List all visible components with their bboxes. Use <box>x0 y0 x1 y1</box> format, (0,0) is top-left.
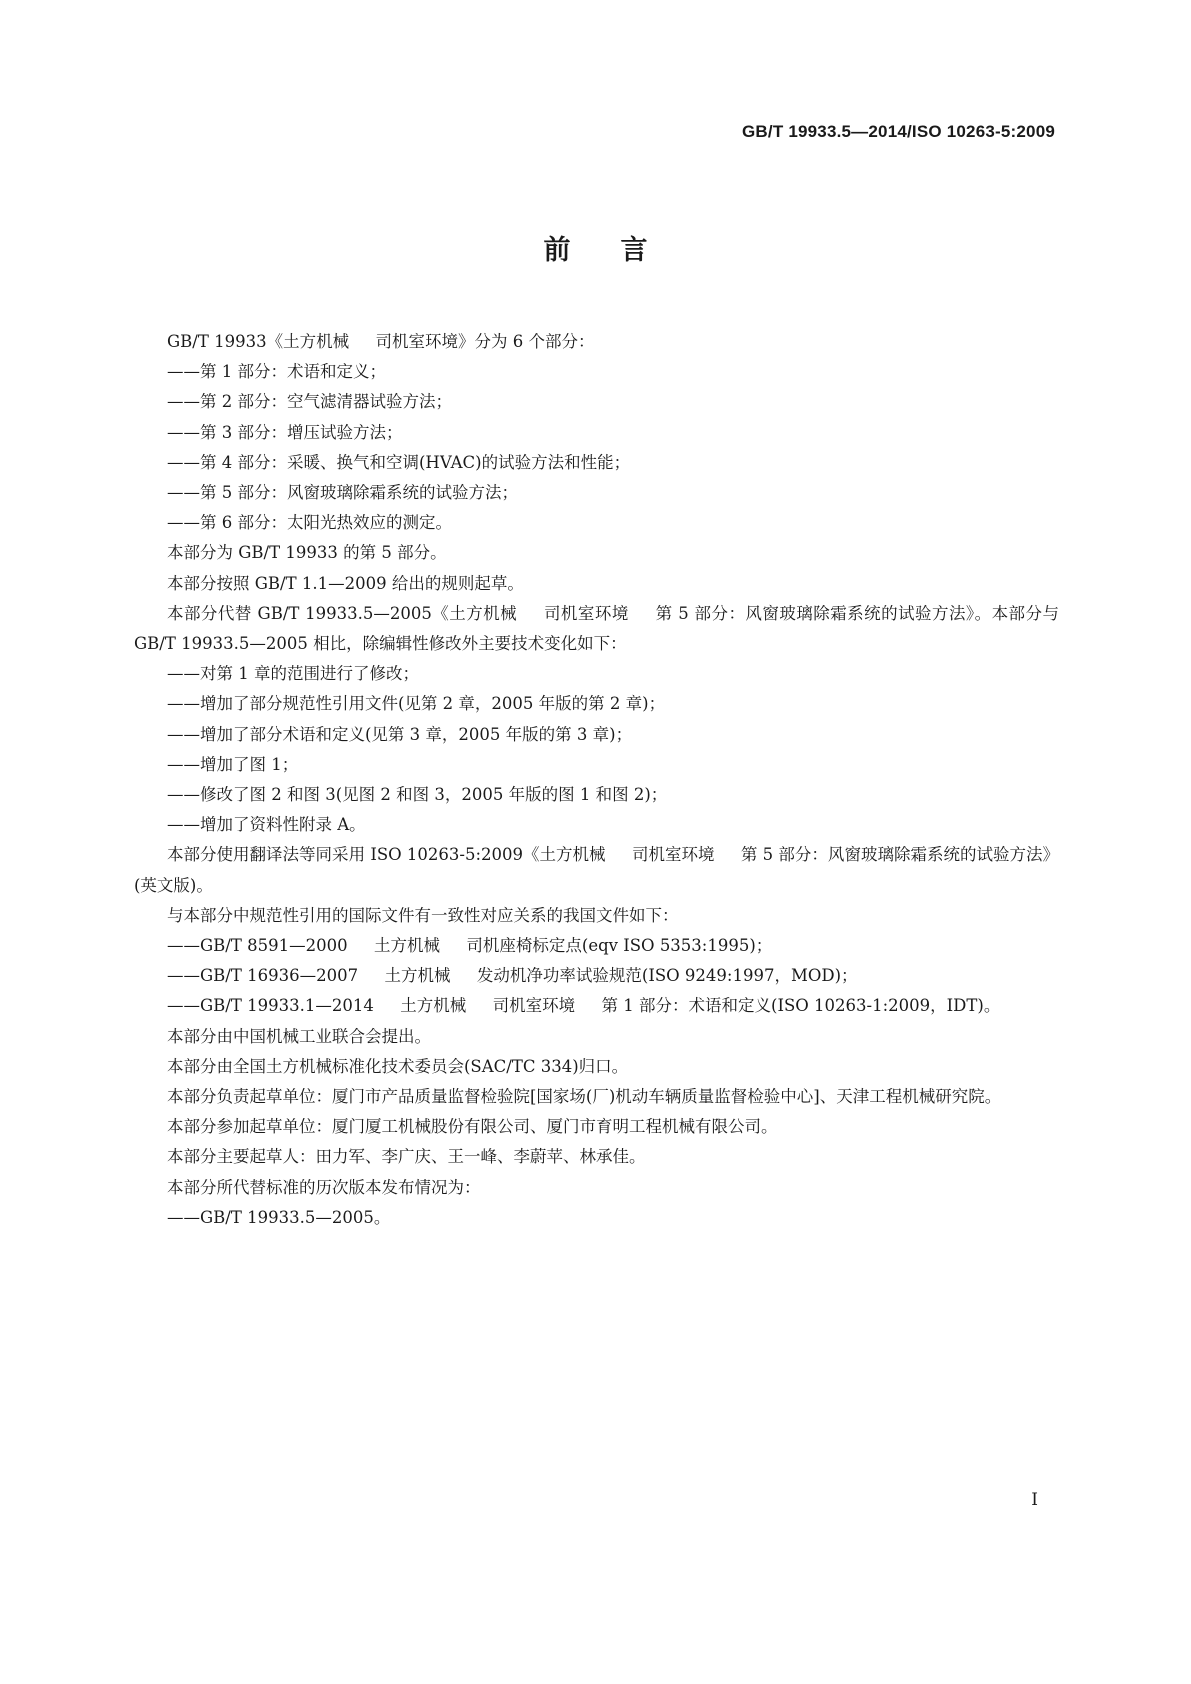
replaces-paragraph <box>134 599 1059 659</box>
intro-text-b: 司机室环境》分为 6 个部分： <box>375 332 595 351</box>
ref-text: 第 1 部分：术语和定义(ISO 10263-1:2009，IDT)。 <box>601 996 1001 1016</box>
correspondence-paragraph: 与本部分中规范性引用的国际文件有一致性对应关系的我国文件如下： <box>167 905 679 925</box>
list-item: ——增加了部分术语和定义(见第 3 章，2005 年版的第 3 章)； <box>167 724 633 744</box>
page-title: 前言 <box>543 235 698 266</box>
replaces-text-c: 第 5 部分：风窗玻璃除霜系统的试验方法》。本部分与 GB/T 19933.5—2005 相比，除编辑性修改外主要技术变化如下： <box>134 603 1059 654</box>
adoption-text-c: 第 5 部分：风窗玻璃除霜系统的试验方法》(英文版)。 <box>134 845 1060 895</box>
ref-text: 土方机械 <box>384 966 451 986</box>
intro-paragraph <box>134 327 1059 357</box>
reference-item <box>134 931 1059 961</box>
history-paragraph: 本部分所代替标准的历次版本发布情况为： <box>167 1177 481 1197</box>
ref-text: 土方机械 <box>400 996 467 1016</box>
ref-text: 司机座椅标定点(eqv ISO 5353:1995)； <box>466 936 773 956</box>
drafting-rules-paragraph: 本部分按照 GB/T 1.1—2009 给出的规则起草。 <box>167 573 524 593</box>
standard-code-header: GB/T 19933.5—2014/ISO 10263-5:2009 <box>742 122 1055 141</box>
list-item: ——第 1 部分：术语和定义； <box>167 362 386 382</box>
participating-drafters-paragraph: 本部分参加起草单位：厦门厦工机械股份有限公司、厦门市育明工程机械有限公司。 <box>167 1117 778 1137</box>
list-item: ——第 2 部分：空气滤清器试验方法； <box>167 392 452 412</box>
adoption-text-b: 司机室环境 <box>631 845 715 865</box>
list-item: ——增加了部分规范性引用文件(见第 2 章，2005 年版的第 2 章)； <box>167 694 666 714</box>
main-drafters-paragraph: 本部分主要起草人：田力军、李广庆、王一峰、李蔚苹、林承佳。 <box>167 1147 646 1167</box>
ref-code: ——GB/T 8591—2000 <box>167 936 348 956</box>
page-number: I <box>1031 1490 1038 1510</box>
reference-item <box>134 991 1059 1021</box>
replaces-text-a: 本部分代替 GB/T 19933.5—2005《土方机械 <box>167 603 518 623</box>
list-item: ——第 5 部分：风窗玻璃除霜系统的试验方法； <box>167 483 518 503</box>
ref-text: 发动机净功率试验规范(ISO 9249:1997，MOD)； <box>476 966 858 986</box>
ref-text: 土方机械 <box>374 936 440 956</box>
replaces-text-b: 司机室环境 <box>543 603 629 623</box>
foreword-body <box>134 327 1059 1233</box>
ref-code: ——GB/T 16936—2007 <box>167 966 359 986</box>
ref-text: 司机室环境 <box>492 996 576 1016</box>
responsible-drafters-paragraph: 本部分负责起草单位：厦门市产品质量监督检验院[国家场(厂)机动车辆质量监督检验中心]、天津工程机械研究院。 <box>167 1087 1002 1107</box>
proposed-by-paragraph: 本部分由中国机械工业联合会提出。 <box>167 1026 431 1046</box>
intro-text-a: GB/T 19933《土方机械 <box>167 332 350 351</box>
adoption-text-a: 本部分使用翻译法等同采用 ISO 10263-5:2009《土方机械 <box>167 845 606 865</box>
reference-item <box>134 961 1059 991</box>
list-item: ——第 4 部分：采暖、换气和空调(HVAC)的试验方法和性能； <box>167 452 631 472</box>
adoption-paragraph <box>134 840 1059 900</box>
centralized-by-paragraph: 本部分由全国土方机械标准化技术委员会(SAC/TC 334)归口。 <box>167 1056 629 1076</box>
list-item: ——增加了图 1； <box>167 754 299 774</box>
list-item: ——第 6 部分：太阳光热效应的测定。 <box>167 513 452 533</box>
list-item: ——对第 1 章的范围进行了修改； <box>167 664 419 684</box>
ref-code: ——GB/T 19933.1—2014 <box>167 996 374 1016</box>
part-of-paragraph: 本部分为 GB/T 19933 的第 5 部分。 <box>167 543 447 563</box>
list-item: ——增加了资料性附录 A。 <box>167 815 366 835</box>
list-item: ——GB/T 19933.5—2005。 <box>167 1207 391 1227</box>
list-item: ——修改了图 2 和图 3(见图 2 和图 3，2005 年版的图 1 和图 2)； <box>167 785 668 805</box>
list-item: ——第 3 部分：增压试验方法； <box>167 422 403 442</box>
